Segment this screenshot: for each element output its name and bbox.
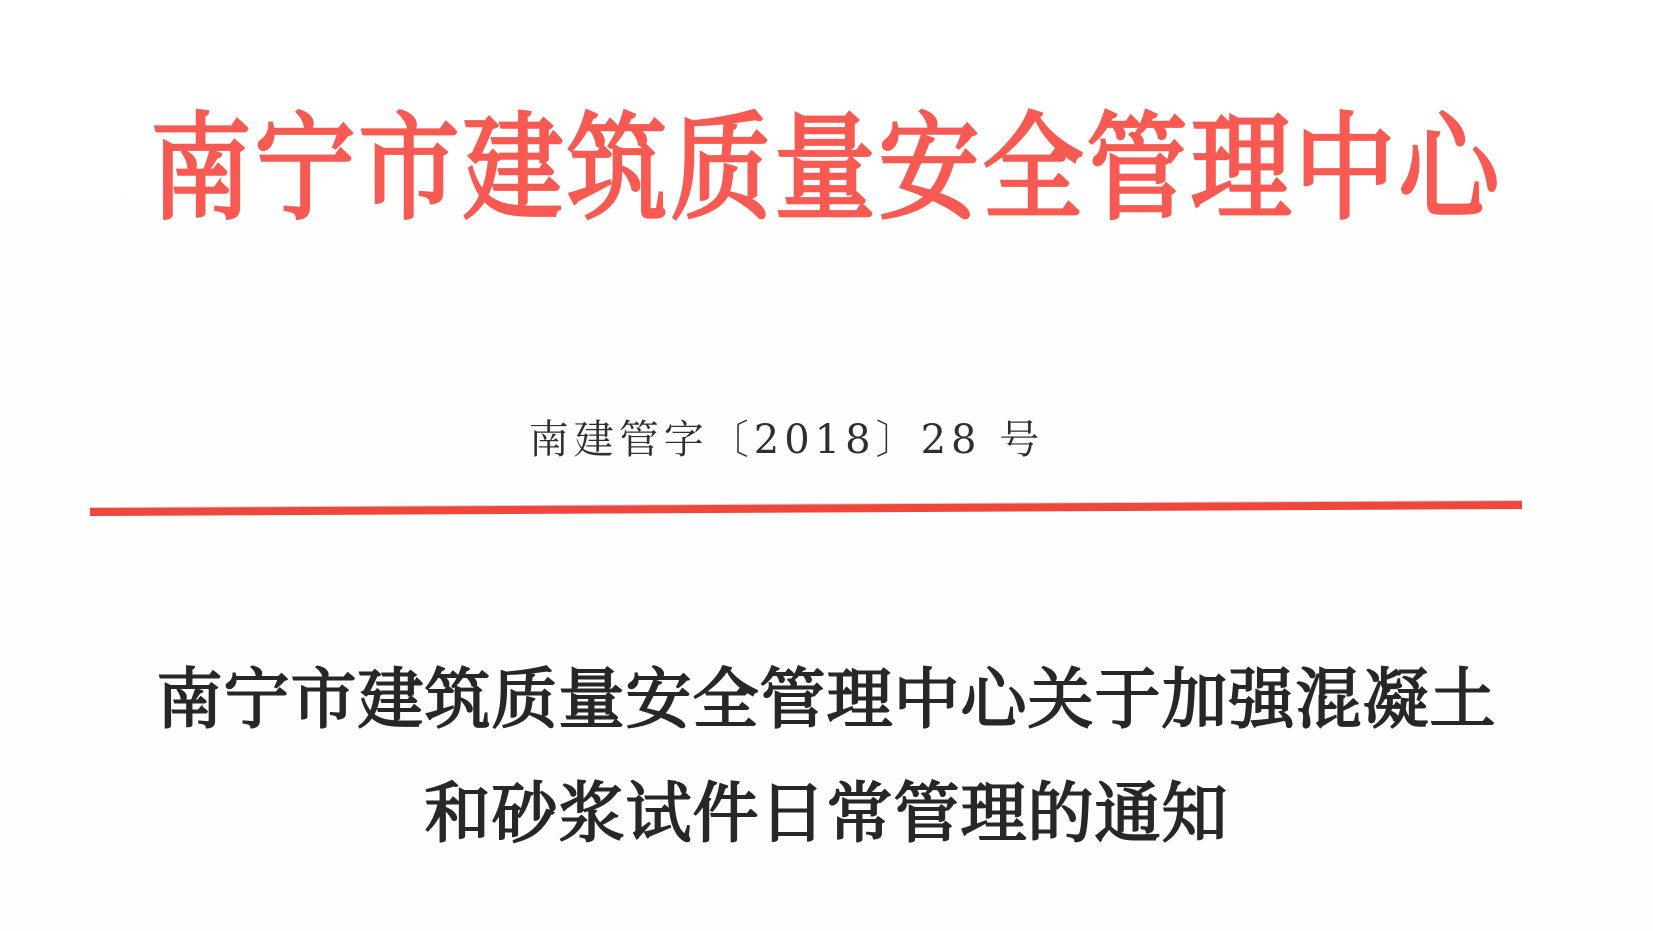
document-title-line1: 南宁市建筑质量安全管理中心关于加强混凝土 [156, 660, 1497, 738]
document-title-line2: 和砂浆试件日常管理的通知 [424, 774, 1229, 852]
letterhead-title: 南宁市建筑质量安全管理中心 [150, 99, 1503, 237]
document-number: 南建管字〔2018〕28 号 [528, 417, 1045, 463]
red-divider-line [90, 501, 1522, 516]
document-title [0, 642, 1653, 870]
